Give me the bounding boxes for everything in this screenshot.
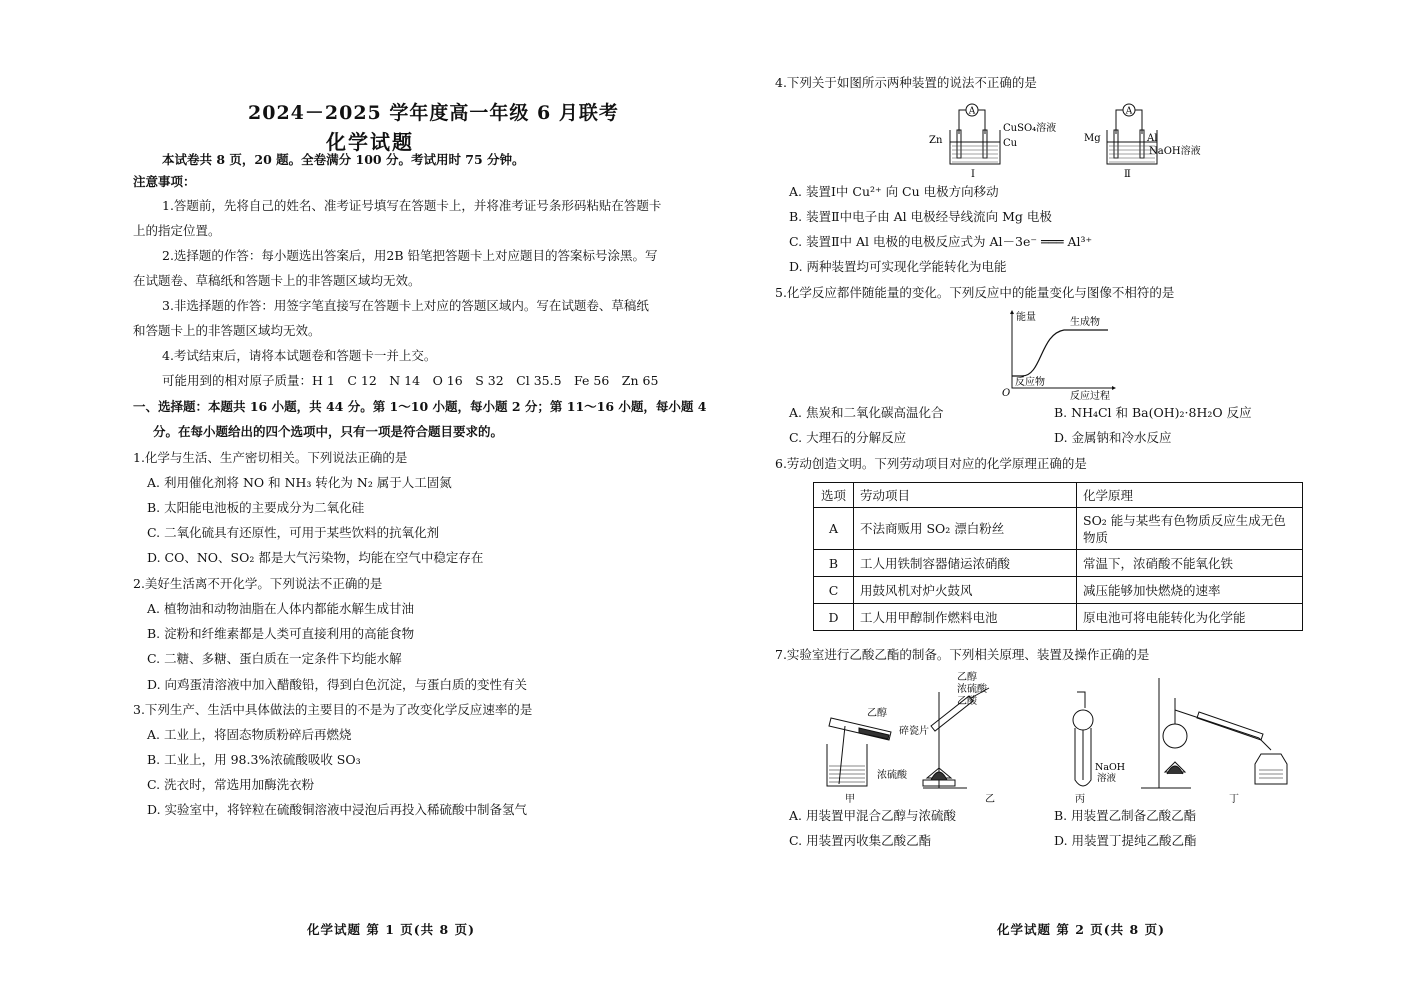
q1-option-d: D. CO、NO、SO₂ 都是大气污染物，均能在空气中稳定存在 xyxy=(147,550,484,565)
table-cell: SO₂ 能与某些有色物质反应生成无色物质 xyxy=(1077,508,1303,550)
cell-2-label: Ⅱ xyxy=(1124,169,1131,180)
origin-label: O xyxy=(1002,388,1011,399)
table-cell: 不法商贩用 SO₂ 漂白粉丝 xyxy=(854,508,1077,550)
q1-stem: 1.化学与生活、生产密切相关。下列说法正确的是 xyxy=(133,450,408,465)
reaction-axis-label: 反应过程 xyxy=(1070,391,1110,402)
notice-3: 3.非选择题的作答：用签字笔直接写在答题卡上对应的答题区域内。写在试题卷、草稿纸 xyxy=(162,298,649,313)
yi-ethanol-label: 乙醇 xyxy=(957,672,977,683)
reactant-label: 反应物 xyxy=(1015,377,1045,388)
cu-label: Cu xyxy=(1003,138,1018,149)
galvanic-cells-figure xyxy=(919,100,1219,182)
q4-option-a: A. 装置Ⅰ中 Cu²⁺ 向 Cu 电极方向移动 xyxy=(789,184,999,199)
bing-solution-label: 溶液 xyxy=(1097,773,1117,784)
atomic-masses: 可能用到的相对原子质量：H 1 C 12 N 14 O 16 S 32 Cl 35.5 Fe 56 Zn 65 xyxy=(162,373,659,388)
q7-option-c: C. 用装置丙收集乙酸乙酯 xyxy=(789,833,932,848)
notice-1-cont: 上的指定位置。 xyxy=(133,223,221,238)
q2-option-b: B. 淀粉和纤维素都是人类可直接利用的高能食物 xyxy=(147,626,415,641)
bing-naoh-label: NaOH xyxy=(1095,762,1126,773)
exam-intro: 本试卷共 8 页，20 题。全卷满分 100 分。考试用时 75 分钟。 xyxy=(162,152,525,167)
jia-acid-label: 浓硫酸 xyxy=(877,770,907,781)
ammeter-label-2: A xyxy=(1125,106,1133,117)
table-header: 选项 xyxy=(814,483,854,508)
notice-4: 4.考试结束后，请将本试题卷和答题卡一并上交。 xyxy=(162,348,437,363)
apparatus-yi xyxy=(923,688,989,788)
q3-option-c: C. 洗衣时，常选用加酶洗衣粉 xyxy=(147,777,315,792)
table-header-row xyxy=(814,483,1303,508)
q1-option-a: A. 利用催化剂将 NO 和 NH₃ 转化为 N₂ 属于人工固氮 xyxy=(147,475,452,490)
q7-option-a: A. 用装置甲混合乙醇与浓硫酸 xyxy=(789,808,956,823)
jia-ethanol-label: 乙醇 xyxy=(867,708,887,719)
table-cell: D xyxy=(814,604,854,631)
table-header: 化学原理 xyxy=(1077,483,1303,508)
yi-acetic-label: 乙酸 xyxy=(957,696,977,707)
ammeter-label-1: A xyxy=(968,106,976,117)
q6-stem: 6.劳动创造文明。下列劳动项目对应的化学原理正确的是 xyxy=(775,456,1087,471)
notice-2: 2.选择题的作答：每小题选出答案后，用2B 铅笔把答题卡上对应题目的答案标号涂黑。写 xyxy=(162,248,658,263)
table-cell: A xyxy=(814,508,854,550)
table-row xyxy=(814,550,1303,577)
q1-option-b: B. 太阳能电池板的主要成分为二氧化硅 xyxy=(147,500,365,515)
product-label: 生成物 xyxy=(1070,317,1100,328)
q4-stem: 4.下列关于如图所示两种装置的说法不正确的是 xyxy=(775,75,1037,90)
table-cell: B xyxy=(814,550,854,577)
table-cell: C xyxy=(814,577,854,604)
q2-option-c: C. 二糖、多糖、蛋白质在一定条件下均能水解 xyxy=(147,651,402,666)
q7-option-b: B. 用装置乙制备乙酸乙酯 xyxy=(1054,808,1197,823)
table-cell: 用鼓风机对炉火鼓风 xyxy=(854,577,1077,604)
table-cell: 常温下，浓硝酸不能氧化铁 xyxy=(1077,550,1303,577)
section-heading-line2: 分。在每小题给出的四个选项中，只有一项是符合题目要求的。 xyxy=(153,424,504,439)
cell-1-label: Ⅰ xyxy=(971,169,975,180)
apparatus-ding xyxy=(1141,678,1287,788)
page-footer: 化学试题 第 2 页(共 8 页) xyxy=(997,922,1165,937)
page-2 xyxy=(709,0,1418,983)
q5-option-c: C. 大理石的分解反应 xyxy=(789,430,907,445)
jia-label: 甲 xyxy=(845,794,855,805)
table-header: 劳动项目 xyxy=(854,483,1077,508)
ding-label: 丁 xyxy=(1229,794,1239,805)
zn-label: Zn xyxy=(929,135,943,146)
notice-3-cont: 和答题卡上的非答题区域均无效。 xyxy=(133,323,321,338)
energy-axis-label: 能量 xyxy=(1016,312,1036,323)
q2-option-a: A. 植物油和动物油脂在人体内都能水解生成甘油 xyxy=(147,601,414,616)
cuso4-label: CuSO₄溶液 xyxy=(1003,123,1057,134)
notice-2-cont: 在试题卷、草稿纸和答题卡上的非答题区域均无效。 xyxy=(133,273,421,288)
notice-heading: 注意事项： xyxy=(133,174,196,189)
q5-option-b: B. NH₄Cl 和 Ba(OH)₂·8H₂O 反应 xyxy=(1054,405,1252,420)
q7-stem: 7.实验室进行乙酸乙酯的制备。下列相关原理、装置及操作正确的是 xyxy=(775,647,1150,662)
q1-option-c: C. 二氧化硫具有还原性，可用于某些饮料的抗氧化剂 xyxy=(147,525,440,540)
exam-title: 2024－2025 学年度高一年级 6 月联考 xyxy=(248,102,619,124)
bing-label: 丙 xyxy=(1075,794,1085,805)
table-cell: 工人用铁制容器储运浓硝酸 xyxy=(854,550,1077,577)
page-footer: 化学试题 第 1 页(共 8 页) xyxy=(307,922,475,937)
q5-option-a: A. 焦炭和二氧化碳高温化合 xyxy=(789,405,944,420)
table-cell: 减压能够加快燃烧的速率 xyxy=(1077,577,1303,604)
q7-option-d: D. 用装置丁提纯乙酸乙酯 xyxy=(1054,833,1197,848)
exam-subtitle: 化学试题 xyxy=(326,130,414,154)
yi-porcelain-label: 碎瓷片 xyxy=(899,726,929,737)
mg-label: Mg xyxy=(1084,133,1101,144)
table-cell: 工人用甲醇制作燃料电池 xyxy=(854,604,1077,631)
q2-option-d: D. 向鸡蛋清溶液中加入醋酸铅，得到白色沉淀，与蛋白质的变性有关 xyxy=(147,677,528,692)
q2-stem: 2.美好生活离不开化学。下列说法不正确的是 xyxy=(133,576,383,591)
q6-table xyxy=(813,482,1303,631)
q3-option-a: A. 工业上，将固态物质粉碎后再燃烧 xyxy=(147,727,352,742)
q5-option-d: D. 金属钠和冷水反应 xyxy=(1054,430,1172,445)
section-heading-line1: 一、选择题：本题共 16 小题，共 44 分。第 1～10 小题，每小题 2 分；第 11～16 小题，每小题 4 xyxy=(133,399,707,414)
al-label: Al xyxy=(1147,133,1158,144)
q4-option-b: B. 装置Ⅱ中电子由 Al 电极经导线流向 Mg 电极 xyxy=(789,209,1052,224)
yi-label: 乙 xyxy=(985,794,995,805)
cell-1-solution-hatch xyxy=(952,146,998,162)
table-row xyxy=(814,508,1303,550)
q5-stem: 5.化学反应都伴随能量的变化。下列反应中的能量变化与图像不相符的是 xyxy=(775,285,1175,300)
apparatus-bing xyxy=(1073,692,1093,786)
table-row xyxy=(814,577,1303,604)
notice-1: 1.答题前，先将自己的姓名、准考证号填写在答题卡上，并将准考证号条形码粘贴在答题卡 xyxy=(162,198,662,213)
q3-option-d: D. 实验室中，将锌粒在硫酸铜溶液中浸泡后再投入稀硫酸中制备氢气 xyxy=(147,802,528,817)
table-row xyxy=(814,604,1303,631)
naoh-label: NaOH溶液 xyxy=(1149,146,1201,157)
q3-option-b: B. 工业上，用 98.3%浓硫酸吸收 SO₃ xyxy=(147,752,361,767)
q4-option-c: C. 装置Ⅱ中 Al 电极的电极反应式为 Al－3e⁻ ═══ Al³⁺ xyxy=(789,234,1093,249)
table-cell: 原电池可将电能转化为化学能 xyxy=(1077,604,1303,631)
energy-diagram xyxy=(996,308,1136,403)
q3-stem: 3.下列生产、生活中具体做法的主要目的不是为了改变化学反应速率的是 xyxy=(133,702,533,717)
apparatus-figure xyxy=(819,668,1299,806)
yi-acid-label: 浓硫酸 xyxy=(957,684,987,695)
q4-option-d: D. 两种装置均可实现化学能转化为电能 xyxy=(789,259,1007,274)
